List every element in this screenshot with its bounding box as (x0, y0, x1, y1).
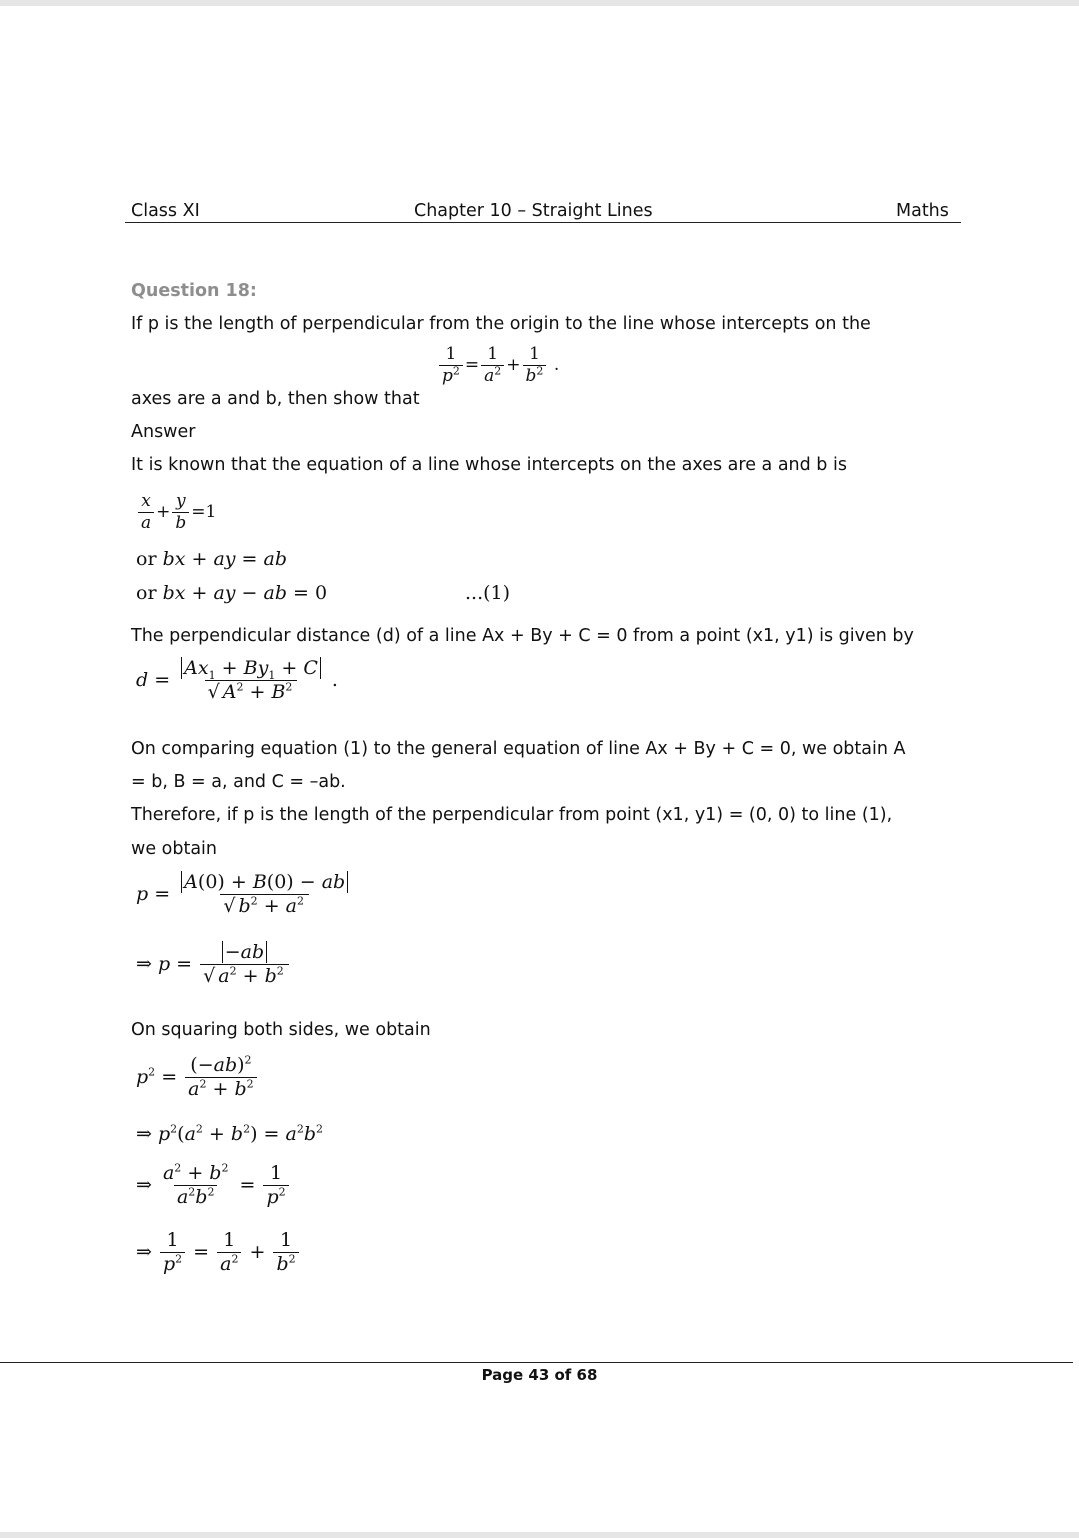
general-form-equation-a: or bx + ay = ab (136, 548, 288, 570)
p-squared-equation: $p^2$ = $\frac{(-ab)^2}{a^2 + b^2}$ (136, 1055, 259, 1101)
question-line-2: axes are a and b, then show that (131, 389, 420, 409)
general-form-equation-b: or bx + ay − ab = 0 (136, 582, 328, 604)
answer-paragraph-3-line-1: On comparing equation (1) to the general equation of line Ax + By + C = 0, we obtain A (131, 739, 906, 759)
distance-formula: d = $\frac{Ax_1 + By_1 + C}{√ A^2 + B^2}$ . (136, 657, 338, 703)
answer-paragraph-3-line-2: = b, B = a, and C = –ab. (131, 772, 346, 792)
answer-paragraph-5: On squaring both sides, we obtain (131, 1020, 431, 1040)
class-label: Class XI (131, 201, 200, 221)
footer-rule (0, 1362, 1073, 1363)
answer-paragraph-4-line-1: Therefore, if p is the length of the perpendicular from point (x1, y1) = (0, 0) to line (1), (131, 805, 893, 825)
answer-paragraph-1: It is known that the equation of a line whose intercepts on the axes are a and b is (131, 455, 847, 475)
question-title: Question 18: (131, 281, 257, 301)
final-result-equation: ⇒ $\frac{1}{p^2}$ = $\frac{1}{a^2}$ + $\frac{1}{b^2}$ (136, 1230, 301, 1276)
bottom-edge-bar (0, 1532, 1079, 1538)
subject-label: Maths (896, 201, 949, 221)
chapter-label: Chapter 10 – Straight Lines (414, 201, 653, 221)
question-line-1: If p is the length of perpendicular from the origin to the line whose intercepts on the (131, 314, 871, 334)
answer-paragraph-2: The perpendicular distance (d) of a line Ax + By + C = 0 from a point (x1, y1) is given by (131, 626, 914, 646)
intercept-form-equation: $\frac{x}{a}$ + $\frac{y}{b}$ =1 (136, 492, 216, 533)
cross-multiplied-equation: ⇒ $p^2(a^2 + b^2) = a^2b^2$ (136, 1122, 323, 1145)
rearranged-equation: ⇒ $\frac{a^2 + b^2}{a^2b^2}$ = $\frac{1}{p^2}$ (136, 1163, 291, 1209)
question-target-equation: $\frac{1}{p^2}$ = $\frac{1}{a^2}$ + $\frac{1}{b^2}$ . (437, 345, 559, 386)
header-rule (125, 222, 961, 223)
p-simplified-equation: ⇒ p = $\frac{-ab}{√ a^2 + b^2}$ (136, 942, 291, 988)
answer-paragraph-4-line-2: we obtain (131, 839, 217, 859)
p-substitution-equation: p = $\frac{A(0) + B(0) - ab}{√ b^2 + a^2}$ (136, 872, 353, 918)
top-edge-bar (0, 0, 1079, 6)
equation-reference: ...(1) (465, 582, 511, 604)
answer-label: Answer (131, 422, 196, 442)
page-number: Page 43 of 68 (481, 1366, 598, 1384)
